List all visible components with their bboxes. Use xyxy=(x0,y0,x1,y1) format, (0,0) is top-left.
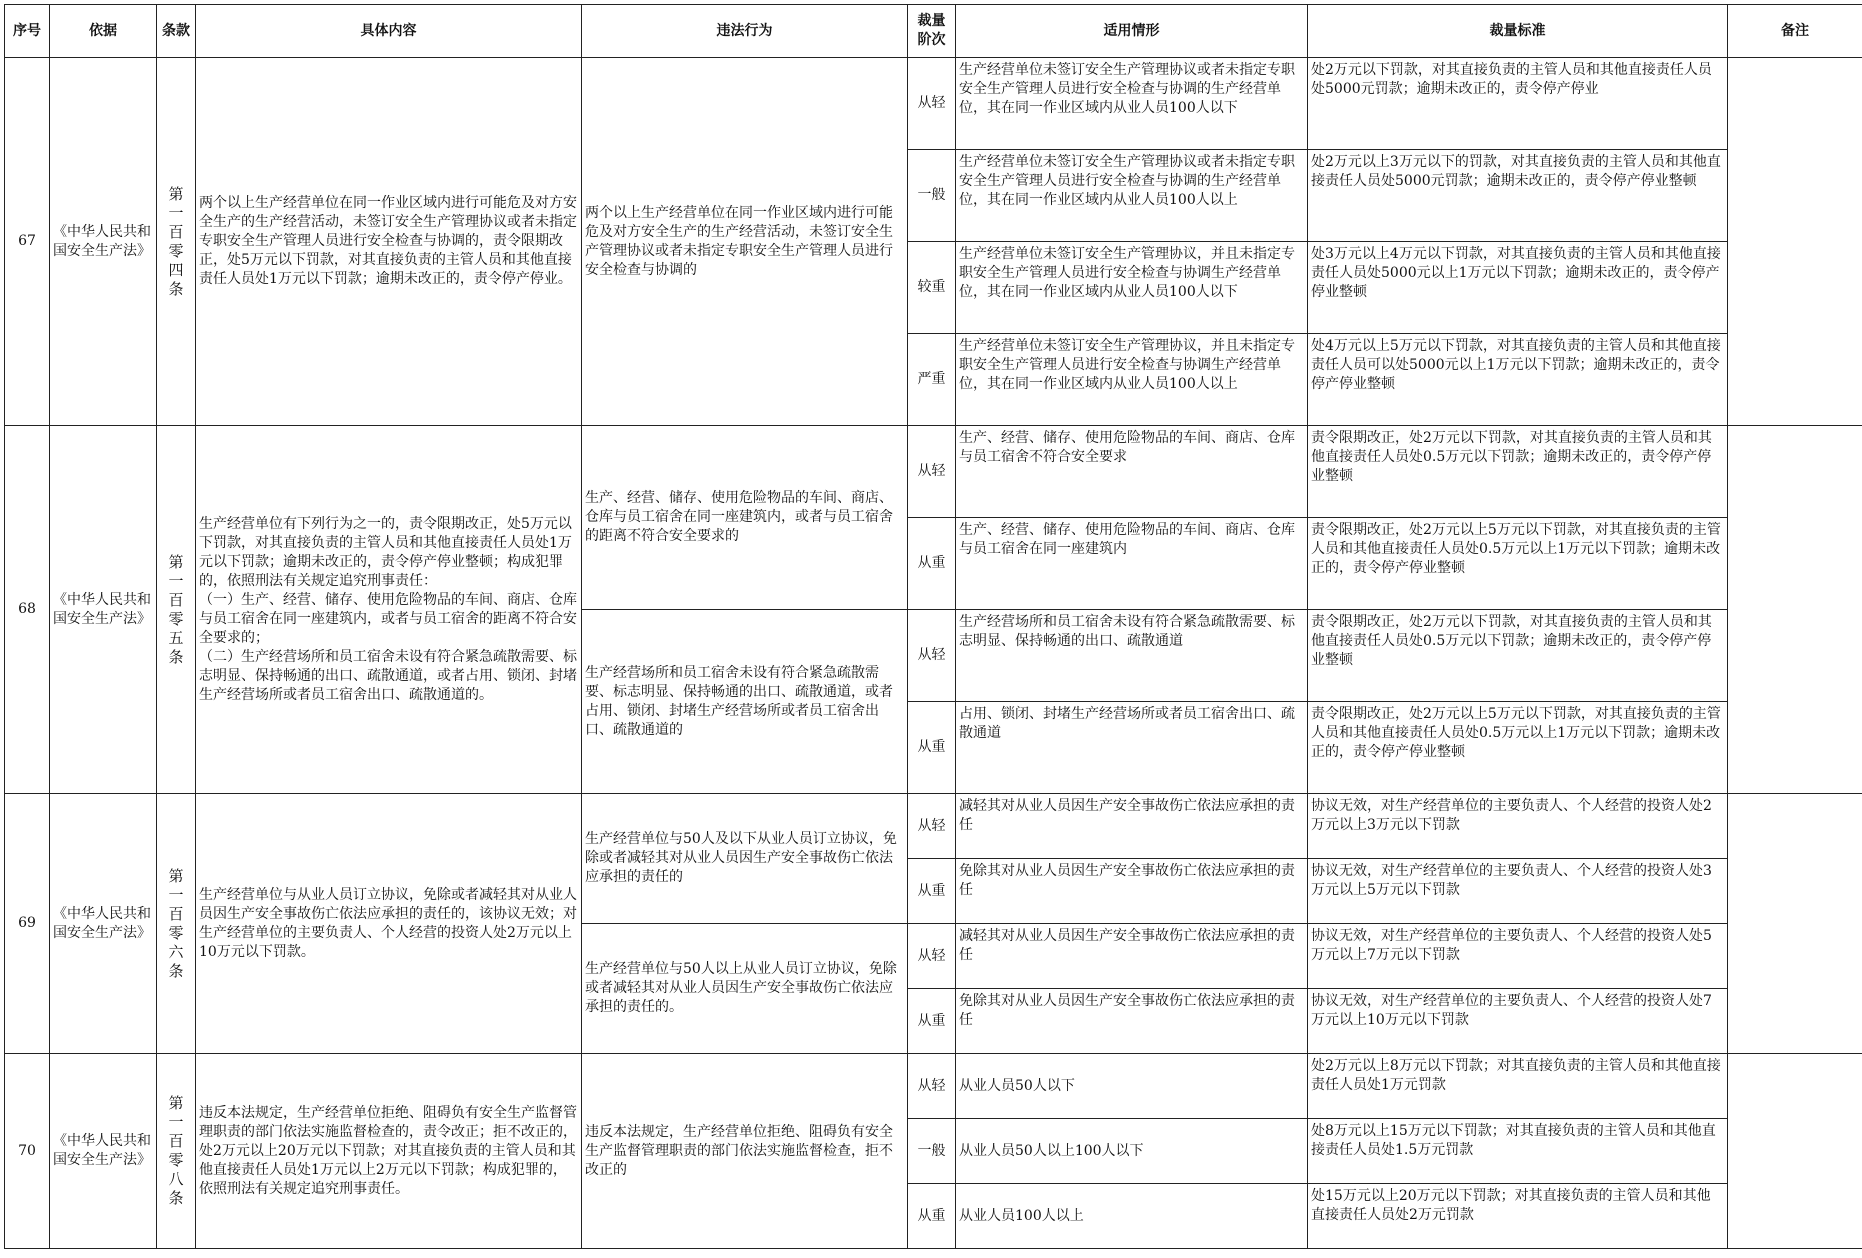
seq-cell: 67 xyxy=(5,58,50,426)
behavior-cell: 生产经营单位与50人以上从业人员订立协议，免除或者减轻其对从业人员因生产安全事故伤亡依法应承担的责任的。 xyxy=(582,924,908,1054)
basis-cell: 《中华人民共和国安全生产法》 xyxy=(50,426,157,794)
seq-cell: 69 xyxy=(5,794,50,1054)
standard-cell: 处8万元以上15万元以下罚款；对其直接负责的主管人员和其他直接责任人员处1.5万元罚款 xyxy=(1308,1119,1728,1184)
clause-cell: 第 一 百 零 八 条 xyxy=(157,1054,196,1249)
header-row xyxy=(5,5,1862,58)
level-cell: 从重 xyxy=(908,989,956,1054)
standard-cell: 责令限期改正，处2万元以下罚款，对其直接负责的主管人员和其他直接责任人员处0.5万元以下罚款；逾期未改正的，责令停产停业整顿 xyxy=(1308,426,1728,518)
basis-cell: 《中华人民共和国安全生产法》 xyxy=(50,58,157,426)
basis-cell: 《中华人民共和国安全生产法》 xyxy=(50,1054,157,1249)
standard-cell: 处2万元以上3万元以下的罚款，对其直接负责的主管人员和其他直接责任人员处5000元罚款；逾期未改正的，责令停产停业整顿 xyxy=(1308,150,1728,242)
situation-cell: 占用、锁闭、封堵生产经营场所或者员工宿舍出口、疏散通道 xyxy=(956,702,1308,794)
level-cell: 较重 xyxy=(908,242,956,334)
discretion-table xyxy=(4,4,1862,1249)
standard-cell: 处3万元以上4万元以下罚款，对其直接负责的主管人员和其他直接责任人员处5000元以上1万元以下罚款；逾期未改正的，责令停产停业整顿 xyxy=(1308,242,1728,334)
standard-cell: 处4万元以上5万元以下罚款，对其直接负责的主管人员和其他直接责任人员可以处5000元以上1万元以下罚款；逾期未改正的，责令停产停业整顿 xyxy=(1308,334,1728,426)
table-row xyxy=(5,1054,1862,1119)
situation-cell: 生产、经营、储存、使用危险物品的车间、商店、仓库与员工宿舍不符合安全要求 xyxy=(956,426,1308,518)
situation-cell: 生产经营单位未签订安全生产管理协议，并且未指定专职安全生产管理人员进行安全检查与协调生产经营单位，其在同一作业区域内从业人员100人以上 xyxy=(956,334,1308,426)
content-cell: 违反本法规定，生产经营单位拒绝、阻碍负有安全生产监督管理职责的部门依法实施监督检查的，责令改正；拒不改正的，处2万元以上20万元以下罚款；对其直接负责的主管人员和其他直接责任人员处1万元以上2万元以下罚款；构成犯罪的，依照刑法有关规定追究刑事责任。 xyxy=(196,1054,582,1249)
situation-cell: 生产经营单位未签订安全生产管理协议，并且未指定专职安全生产管理人员进行安全检查与协调生产经营单位，其在同一作业区域内从业人员100人以下 xyxy=(956,242,1308,334)
header-behavior: 违法行为 xyxy=(582,5,908,58)
situation-cell: 生产经营场所和员工宿舍未设有符合紧急疏散需要、标志明显、保持畅通的出口、疏散通道 xyxy=(956,610,1308,702)
standard-cell: 责令限期改正，处2万元以上5万元以下罚款，对其直接负责的主管人员和其他直接责任人员处0.5万元以上1万元以下罚款；逾期未改正的，责令停产停业整顿 xyxy=(1308,518,1728,610)
situation-cell: 从业人员100人以上 xyxy=(956,1184,1308,1249)
table-row xyxy=(5,794,1862,859)
header-basis: 依据 xyxy=(50,5,157,58)
level-cell: 从轻 xyxy=(908,426,956,518)
level-cell: 严重 xyxy=(908,334,956,426)
level-cell: 从重 xyxy=(908,702,956,794)
behavior-cell: 两个以上生产经营单位在同一作业区域内进行可能危及对方安全生产的生产经营活动，未签订安全生产管理协议或者未指定专职安全生产管理人员进行安全检查与协调的 xyxy=(582,58,908,426)
level-cell: 从重 xyxy=(908,1184,956,1249)
standard-cell: 处2万元以下罚款，对其直接负责的主管人员和其他直接责任人员处5000元罚款；逾期未改正的，责令停产停业 xyxy=(1308,58,1728,150)
header-standard: 裁量标准 xyxy=(1308,5,1728,58)
level-cell: 从轻 xyxy=(908,794,956,859)
level-cell: 从轻 xyxy=(908,610,956,702)
situation-cell: 减轻其对从业人员因生产安全事故伤亡依法应承担的责任 xyxy=(956,794,1308,859)
seq-cell: 68 xyxy=(5,426,50,794)
table-row xyxy=(5,58,1862,150)
level-cell: 从重 xyxy=(908,518,956,610)
header-level: 裁量 阶次 xyxy=(908,5,956,58)
header-seq: 序号 xyxy=(5,5,50,58)
remark-cell xyxy=(1728,426,1862,794)
header-situation: 适用情形 xyxy=(956,5,1308,58)
behavior-cell: 生产、经营、储存、使用危险物品的车间、商店、仓库与员工宿舍在同一座建筑内，或者与员工宿舍的距离不符合安全要求的 xyxy=(582,426,908,610)
remark-cell xyxy=(1728,1054,1862,1249)
behavior-cell: 违反本法规定，生产经营单位拒绝、阻碍负有安全生产监督管理职责的部门依法实施监督检查，拒不改正的 xyxy=(582,1054,908,1249)
header-remark: 备注 xyxy=(1728,5,1862,58)
situation-cell: 从业人员50人以上100人以下 xyxy=(956,1119,1308,1184)
standard-cell: 责令限期改正，处2万元以上5万元以下罚款，对其直接负责的主管人员和其他直接责任人员处0.5万元以上1万元以下罚款；逾期未改正的，责令停产停业整顿 xyxy=(1308,702,1728,794)
remark-cell xyxy=(1728,58,1862,426)
content-cell: 生产经营单位有下列行为之一的，责令限期改正，处5万元以下罚款，对其直接负责的主管人员和其他直接责任人员处1万元以下罚款；逾期未改正的，责令停产停业整顿；构成犯罪的，依照刑法有关规定追究刑事责任： （一）生产、经营、储存、使用危险物品的车间、商店、仓库与员工宿舍在同一座建筑内，或者与员工宿舍的距离不符合安全要求的； （二）生产经营场所和员工宿舍未设有符合紧急疏散需要、标志明显、保持畅通的出口、疏散通道，或者占用、锁闭、封堵生产经营场所或者员工宿舍出口、疏散通道的。 xyxy=(196,426,582,794)
situation-cell: 生产经营单位未签订安全生产管理协议或者未指定专职安全生产管理人员进行安全检查与协调的生产经营单位，其在同一作业区域内从业人员100人以上 xyxy=(956,150,1308,242)
standard-cell: 处15万元以上20万元以下罚款；对其直接负责的主管人员和其他直接责任人员处2万元罚款 xyxy=(1308,1184,1728,1249)
basis-cell: 《中华人民共和国安全生产法》 xyxy=(50,794,157,1054)
behavior-cell: 生产经营单位与50人及以下从业人员订立协议，免除或者减轻其对从业人员因生产安全事故伤亡依法应承担的责任的 xyxy=(582,794,908,924)
behavior-cell: 生产经营场所和员工宿舍未设有符合紧急疏散需要、标志明显、保持畅通的出口、疏散通道，或者占用、锁闭、封堵生产经营场所或者员工宿舍出口、疏散通道的 xyxy=(582,610,908,794)
clause-cell: 第 一 百 零 五 条 xyxy=(157,426,196,794)
seq-cell: 70 xyxy=(5,1054,50,1249)
clause-cell: 第 一 百 零 六 条 xyxy=(157,794,196,1054)
standard-cell: 协议无效，对生产经营单位的主要负责人、个人经营的投资人处2万元以上3万元以下罚款 xyxy=(1308,794,1728,859)
situation-cell: 生产经营单位未签订安全生产管理协议或者未指定专职安全生产管理人员进行安全检查与协调的生产经营单位，其在同一作业区域内从业人员100人以下 xyxy=(956,58,1308,150)
situation-cell: 从业人员50人以下 xyxy=(956,1054,1308,1119)
level-cell: 从轻 xyxy=(908,58,956,150)
header-content: 具体内容 xyxy=(196,5,582,58)
level-cell: 从轻 xyxy=(908,924,956,989)
remark-cell xyxy=(1728,794,1862,1054)
situation-cell: 生产、经营、储存、使用危险物品的车间、商店、仓库与员工宿舍在同一座建筑内 xyxy=(956,518,1308,610)
standard-cell: 责令限期改正，处2万元以下罚款，对其直接负责的主管人员和其他直接责任人员处0.5万元以下罚款；逾期未改正的，责令停产停业整顿 xyxy=(1308,610,1728,702)
standard-cell: 协议无效，对生产经营单位的主要负责人、个人经营的投资人处7万元以上10万元以下罚款 xyxy=(1308,989,1728,1054)
level-cell: 从轻 xyxy=(908,1054,956,1119)
level-cell: 从重 xyxy=(908,859,956,924)
situation-cell: 免除其对从业人员因生产安全事故伤亡依法应承担的责任 xyxy=(956,989,1308,1054)
table-row xyxy=(5,426,1862,518)
situation-cell: 减轻其对从业人员因生产安全事故伤亡依法应承担的责任 xyxy=(956,924,1308,989)
header-clause: 条款 xyxy=(157,5,196,58)
standard-cell: 处2万元以上8万元以下罚款；对其直接负责的主管人员和其他直接责任人员处1万元罚款 xyxy=(1308,1054,1728,1119)
clause-cell: 第 一 百 零 四 条 xyxy=(157,58,196,426)
level-cell: 一般 xyxy=(908,1119,956,1184)
standard-cell: 协议无效，对生产经营单位的主要负责人、个人经营的投资人处5万元以上7万元以下罚款 xyxy=(1308,924,1728,989)
content-cell: 生产经营单位与从业人员订立协议，免除或者减轻其对从业人员因生产安全事故伤亡依法应承担的责任的，该协议无效；对生产经营单位的主要负责人、个人经营的投资人处2万元以上10万元以下罚款。 xyxy=(196,794,582,1054)
standard-cell: 协议无效，对生产经营单位的主要负责人、个人经营的投资人处3万元以上5万元以下罚款 xyxy=(1308,859,1728,924)
content-cell: 两个以上生产经营单位在同一作业区域内进行可能危及对方安全生产的生产经营活动，未签订安全生产管理协议或者未指定专职安全生产管理人员进行安全检查与协调的，责令限期改正，处5万元以下罚款，对其直接负责的主管人员和其他直接责任人员处1万元以下罚款；逾期未改正的，责令停产停业。 xyxy=(196,58,582,426)
level-cell: 一般 xyxy=(908,150,956,242)
situation-cell: 免除其对从业人员因生产安全事故伤亡依法应承担的责任 xyxy=(956,859,1308,924)
